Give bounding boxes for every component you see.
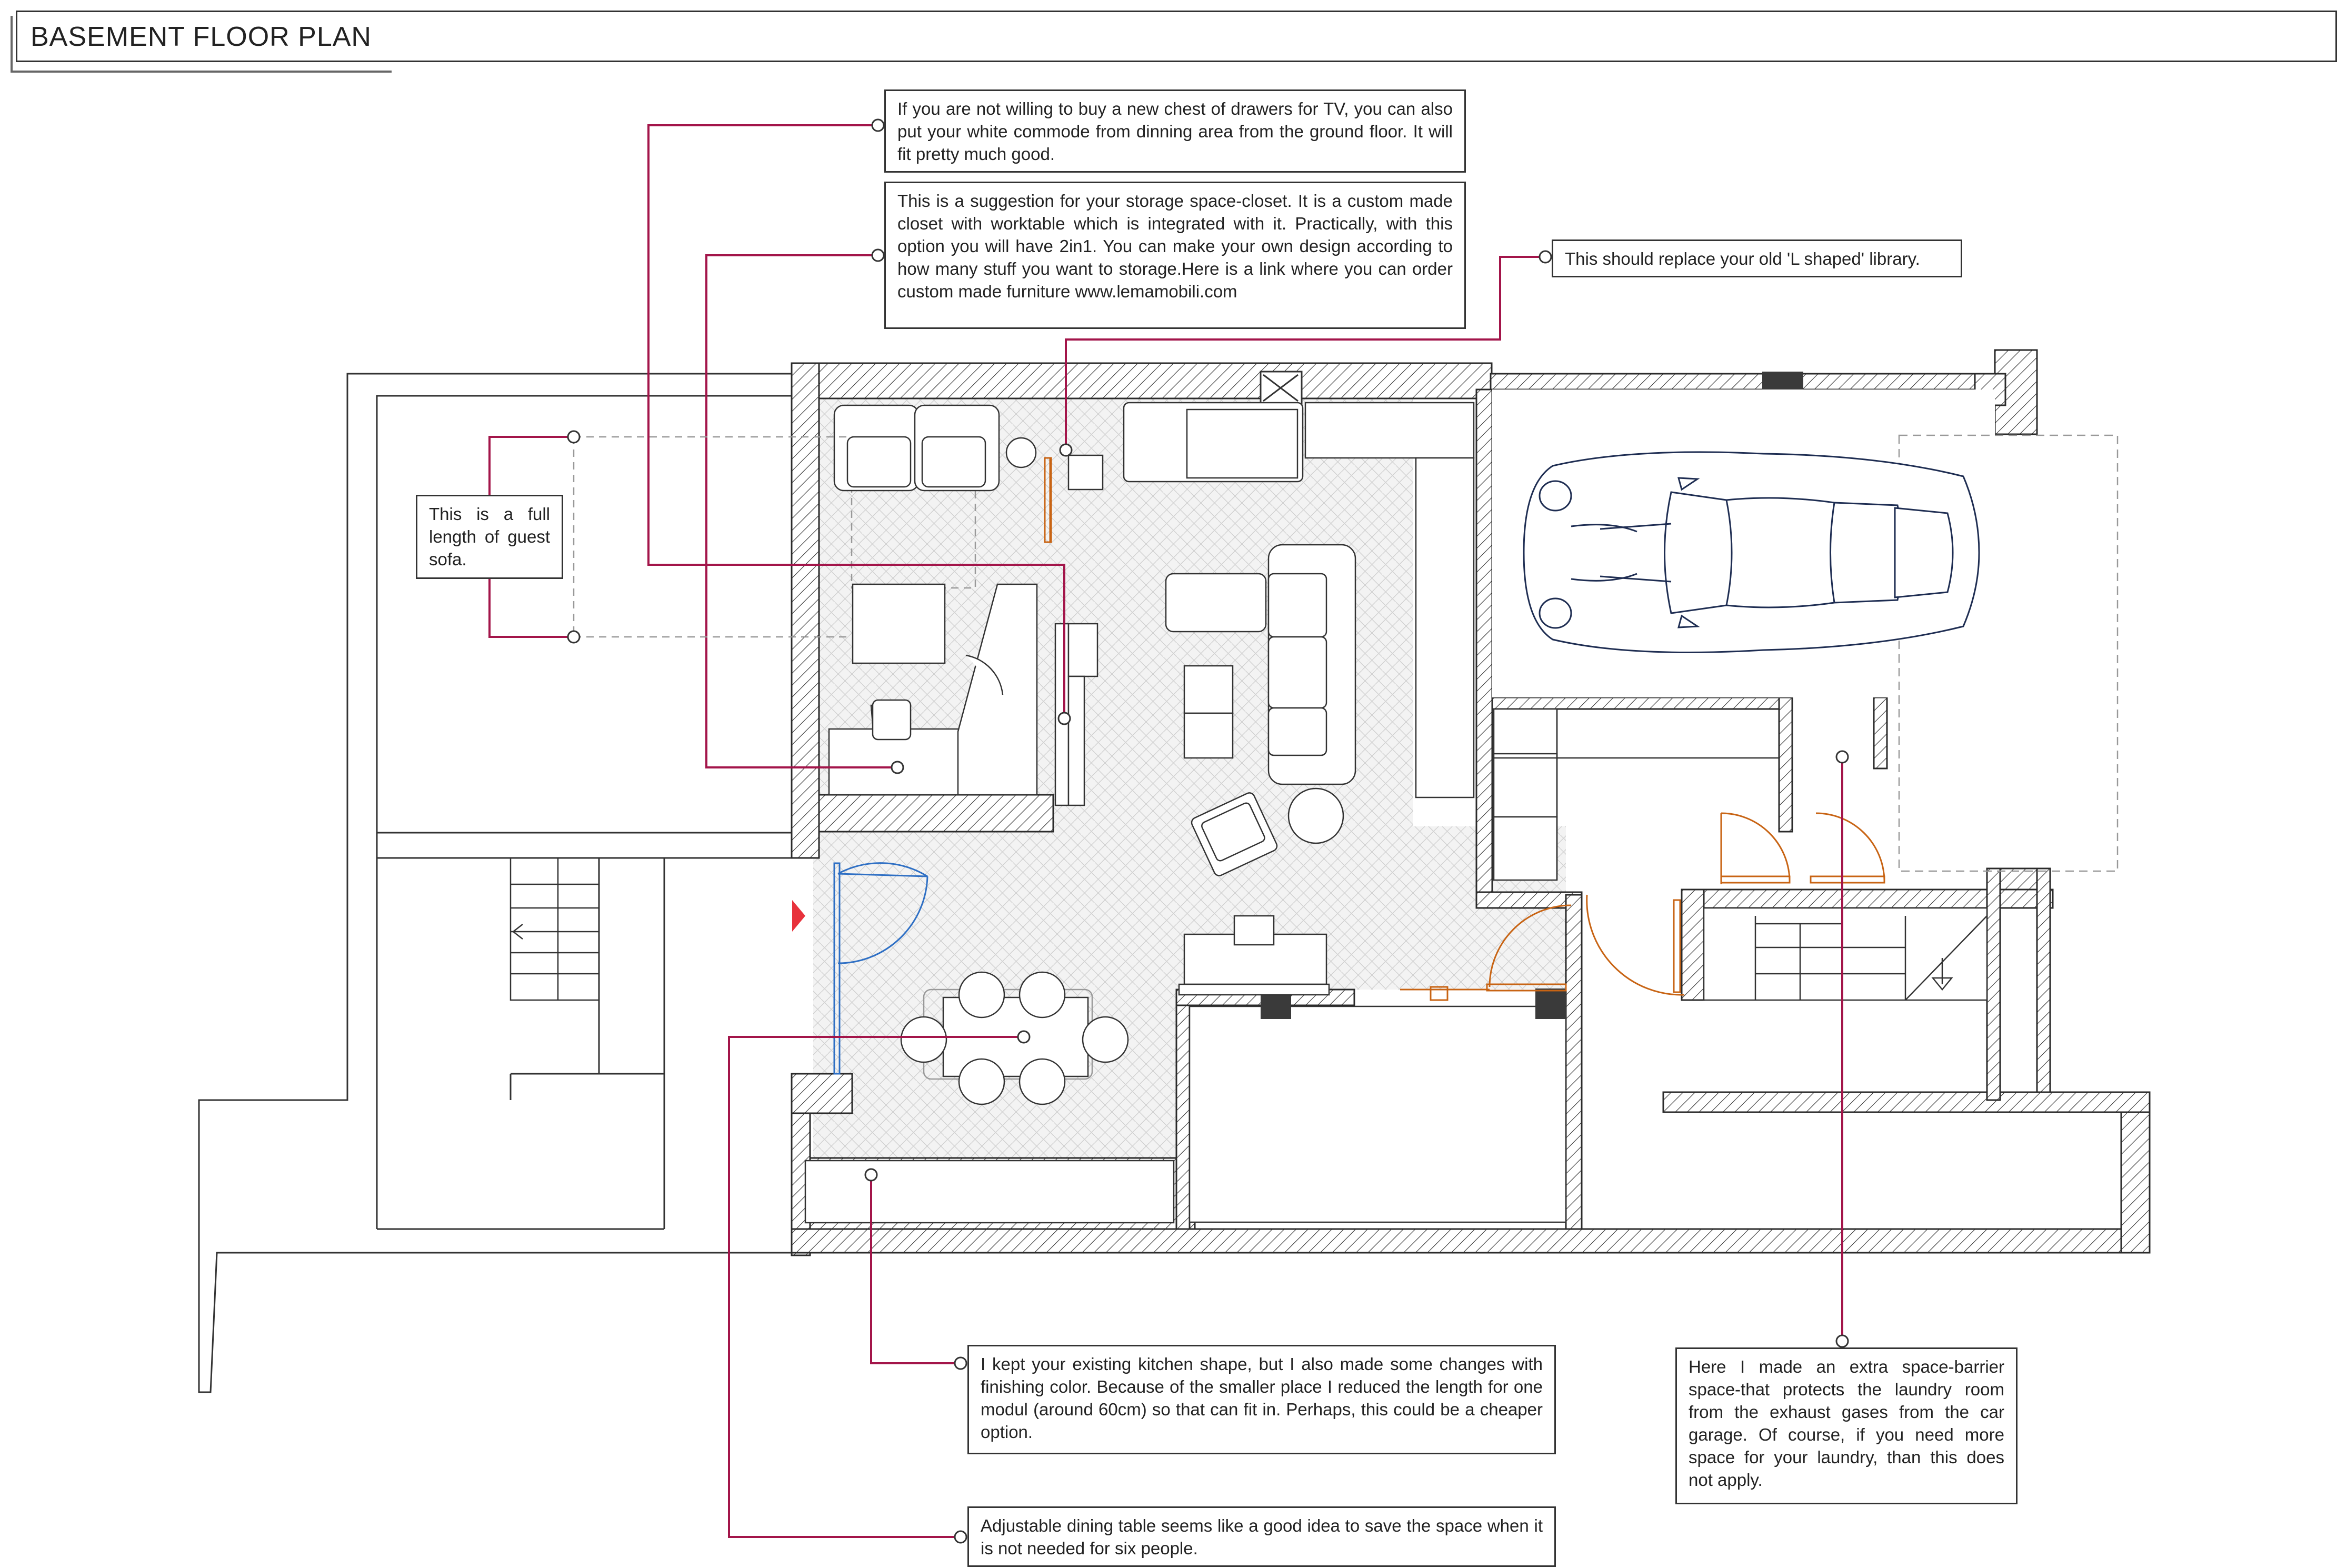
note-sofa: This is a full length of guest sofa. <box>416 495 563 579</box>
car-icon <box>1524 452 1979 653</box>
note-library: This should replace your old 'L shaped' library. <box>1552 239 1962 277</box>
note-closet: This is a suggestion for your storage space-closet. It is a custom made closet with worktable which is integrated with it. Practically, with this option you will have 2in1. You can make your own design according to how many stuff you want to storage.Here is a link where you can order custom made furniture www.lemamobili.com <box>884 182 1466 329</box>
note-commode: If you are not willing to buy a new chest of drawers for TV, you can also put your white commode from dinning area from the ground floor. It will fit pretty much good. <box>884 89 1466 173</box>
laundry-stairs <box>1704 908 1987 1000</box>
page-title: BASEMENT FLOOR PLAN <box>31 22 372 52</box>
entry-arrow-icon <box>792 900 805 932</box>
kitchen-counter <box>805 1161 1174 1223</box>
storage-room <box>1190 1006 1566 1222</box>
note-laundry: Here I made an extra space-barrier space-that protects the laundry room from the exhaust gases from the car garage. Of course, if you need more space for your laundry, than this does not apply. <box>1675 1347 2018 1504</box>
note-dining: Adjustable dining table seems like a good idea to save the space when it is not needed for six people. <box>967 1506 1556 1567</box>
laundry-shelves <box>1494 709 1792 880</box>
outer-stairs <box>511 858 599 1000</box>
note-kitchen: I kept your existing kitchen shape, but I also made some changes with finishing color. Because of the smaller place I reduced the length for one modul (around 60cm) so that can fit in. Perhaps, this could be a cheaper option. <box>967 1345 1556 1454</box>
